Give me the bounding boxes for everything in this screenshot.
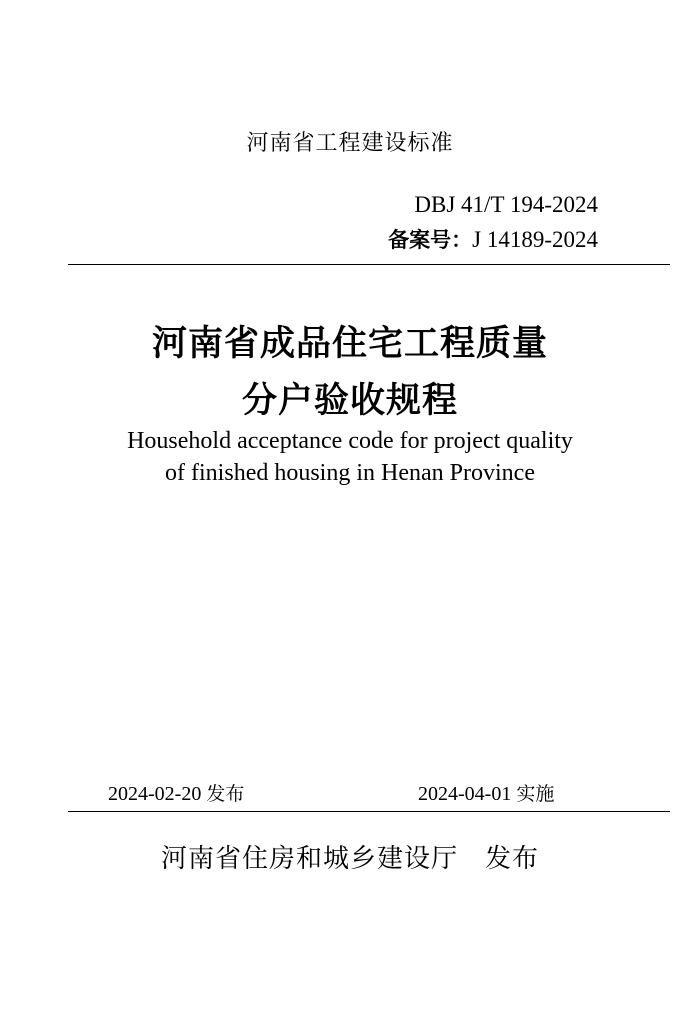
implement-date-value: 2024-04-01 (418, 783, 512, 805)
title-en-line1: Household acceptance code for project quality (127, 428, 573, 454)
top-divider (68, 264, 670, 265)
implement-label: 实施 (516, 783, 555, 805)
standard-code: DBJ 41/T 194-2024 (414, 192, 598, 217)
issue-date-value: 2024-02-20 (108, 783, 202, 805)
record-number (388, 224, 598, 254)
publisher: 河南省住房和城乡建设厅 发布 (160, 844, 539, 874)
record-value: J 14189-2024 (472, 227, 598, 252)
title-cn-line2: 分户验收规程 (241, 381, 458, 421)
implement-date (418, 779, 554, 806)
title-cn-line1: 河南省成品住宅工程质量 (151, 324, 548, 364)
issue-date (108, 779, 244, 806)
issue-label: 发布 (206, 783, 245, 805)
standard-series: 河南省工程建设标准 (246, 131, 454, 156)
bottom-divider (68, 811, 670, 812)
title-en-line2: of finished housing in Henan Province (165, 460, 535, 486)
record-label: 备案号： (388, 228, 473, 252)
